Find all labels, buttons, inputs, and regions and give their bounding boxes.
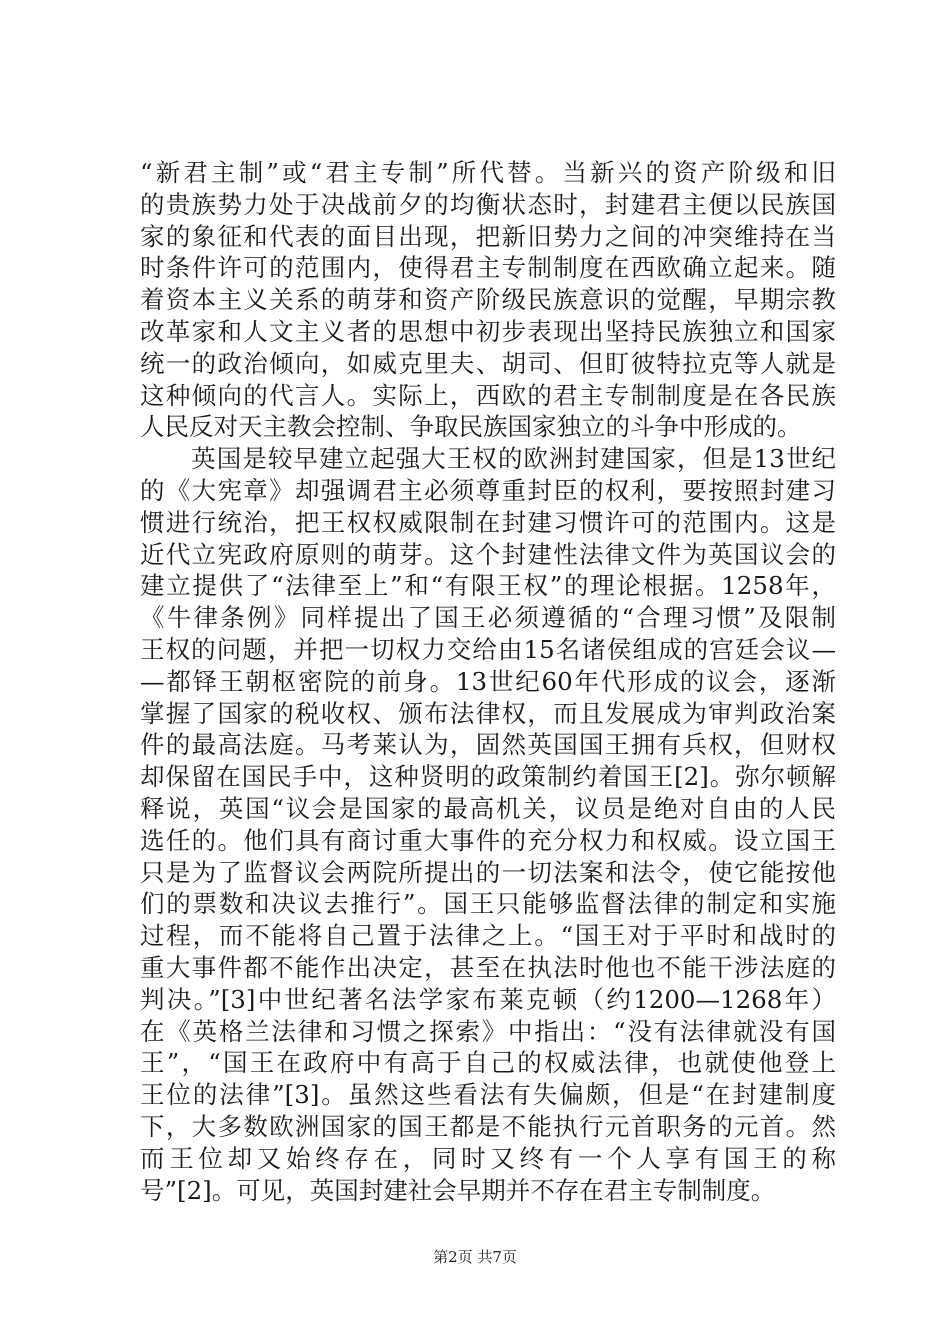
text-line: 这种倾向的代言人。实际上，西欧的君主专制制度是在各民族: [140, 380, 836, 410]
text-line: 重大事件都不能作出决定，甚至在执法时他也不能干涉法庭的: [140, 952, 836, 982]
text-line: 建立提供了“法律至上”和“有限王权”的理论根据。1258年，: [140, 571, 836, 601]
text-line: 的《大宪章》却强调君主必须尊重封臣的权利，要按照封建习: [140, 475, 836, 505]
text-line: 判决。”[3]中世纪著名法学家布莱克顿（约1200—1268年）: [140, 984, 836, 1014]
text-line: 王”，“国王在政府中有高于自己的权威法律，也就使他登上: [140, 1048, 836, 1078]
text-line: “新君主制”或“君主专制”所代替。当新兴的资产阶级和旧: [140, 158, 836, 187]
text-line: 时条件许可的范围内，使得君主专制制度在西欧确立起来。随: [140, 253, 836, 283]
text-line: 下，大多数欧洲国家的国王都是不能执行元首职务的元首。然: [140, 1111, 836, 1141]
text-line: 件的最高法庭。马考莱认为，固然英国国王拥有兵权，但财权: [140, 730, 836, 760]
text-line: 惯进行统治，把王权权威限制在封建习惯许可的范围内。这是: [140, 507, 836, 537]
text-line: 掌握了国家的税收权、颁布法律权，而且发展成为审判政治案: [140, 698, 836, 728]
text-line: 王位的法律”[3]。虽然这些看法有失偏颇，但是“在封建制度: [140, 1080, 836, 1110]
body-text: [140, 157, 836, 1206]
text-line: 王权的问题，并把一切权力交给由15名诸侯组成的宫廷会议—: [140, 634, 836, 664]
page-footer: 第2页 共7页: [433, 1248, 517, 1266]
text-line: 的贵族势力处于决战前夕的均衡状态时，封建君主便以民族国: [140, 189, 836, 219]
text-line: 却保留在国民手中，这种贤明的政策制约着国王[2]。弥尔顿解: [140, 762, 836, 792]
text-line: 人民反对天主教会控制、争取民族国家独立的斗争中形成的。: [140, 412, 802, 442]
text-line: 在《英格兰法律和习惯之探索》中指出：“没有法律就没有国: [140, 1016, 836, 1046]
text-line: 过程，而不能将自己置于法律之上。“国王对于平时和战时的: [140, 921, 836, 951]
text-line: 着资本主义关系的萌芽和资产阶级民族意识的觉醒，早期宗教: [140, 285, 836, 315]
text-line: —都铎王朝枢密院的前身。13世纪60年代形成的议会，逐渐: [140, 666, 836, 696]
text-line: 家的象征和代表的面目出现，把新旧势力之间的冲突维持在当: [140, 221, 836, 251]
text-line: 选任的。他们具有商讨重大事件的充分权力和权威。设立国王: [140, 825, 836, 855]
text-line: 只是为了监督议会两院所提出的一切法案和法令，使它能按他: [140, 857, 836, 887]
text-line: 号”[2]。可见，英国封建社会早期并不存在君主专制制度。: [140, 1175, 776, 1205]
text-line: 统一的政治倾向，如威克里夫、胡司、但盯彼特拉克等人就是: [140, 348, 836, 378]
text-line: 而王位却又始终存在，同时又终有一个人享有国王的称: [140, 1143, 836, 1173]
text-line: 英国是较早建立起强大王权的欧洲封建国家，但是13世纪: [140, 444, 836, 474]
text-line: 近代立宪政府原则的萌芽。这个封建性法律文件为英国议会的: [140, 539, 836, 569]
text-line: 改革家和人文主义者的思想中初步表现出坚持民族独立和国家: [140, 316, 836, 346]
text-line: 们的票数和决议去推行”。国王只能够监督法律的制定和实施: [140, 889, 836, 919]
text-line: 《牛律条例》同样提出了国王必须遵循的“合理习惯”及限制: [140, 603, 836, 633]
text-line: 释说，英国“议会是国家的最高机关，议员是绝对自由的人民: [140, 793, 836, 823]
